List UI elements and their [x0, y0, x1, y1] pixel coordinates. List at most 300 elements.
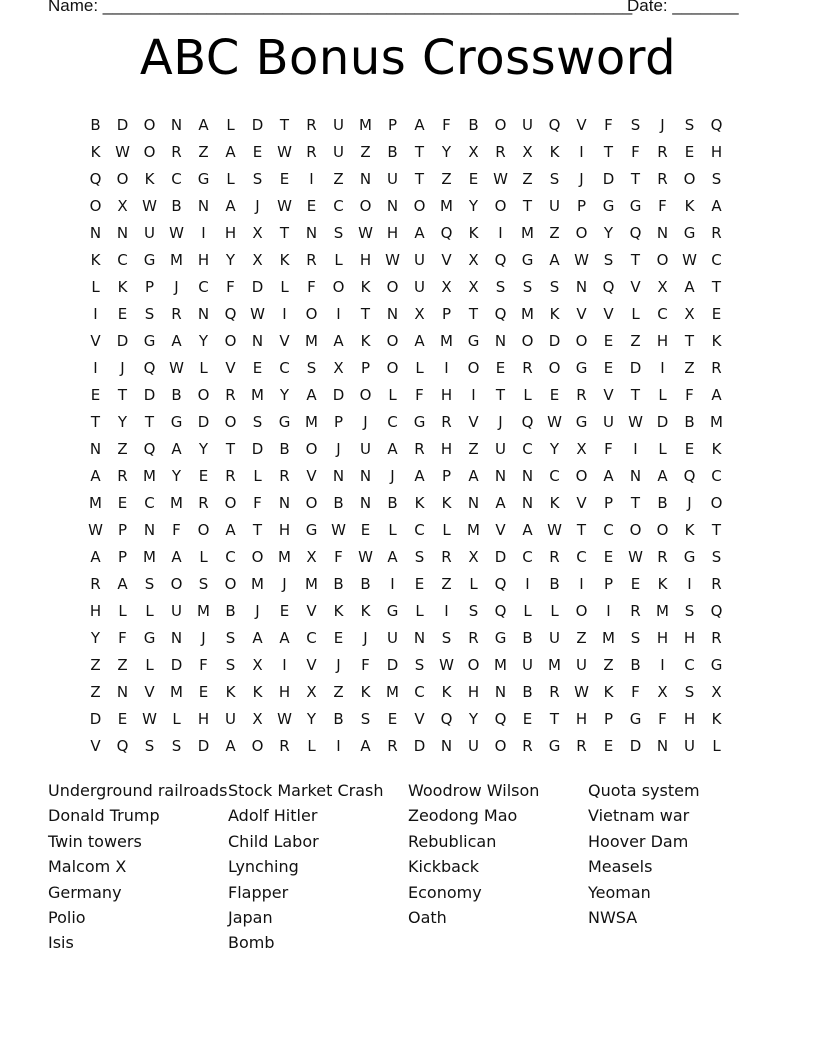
grid-letter: K	[360, 683, 371, 701]
grid-letter: J	[660, 116, 665, 134]
grid-letter: R	[198, 494, 209, 512]
grid-letter: C	[333, 197, 344, 215]
grid-letter: O	[197, 386, 210, 404]
grid-letter: I	[471, 386, 476, 404]
grid-letter: R	[306, 143, 317, 161]
grid-letter: Q	[224, 305, 237, 323]
date-field-label: Date: _______	[627, 0, 739, 15]
grid-letter: N	[332, 467, 345, 485]
grid-letter: R	[441, 413, 452, 431]
grid-letter: I	[633, 440, 638, 458]
grid-letter: E	[279, 170, 290, 188]
grid-letter: B	[630, 656, 641, 674]
grid-letter: R	[711, 224, 722, 242]
word-list-item: Adolf Hitler	[228, 806, 318, 826]
word-list-item: Rebublican	[408, 831, 497, 851]
grid-letter: L	[415, 359, 424, 377]
grid-letter: M	[521, 305, 534, 323]
grid-letter: W	[277, 197, 292, 215]
grid-letter: N	[305, 224, 318, 242]
grid-letter: O	[305, 494, 318, 512]
grid-letter: I	[93, 359, 98, 377]
grid-letter: F	[172, 521, 181, 539]
grid-letter: M	[251, 386, 264, 404]
grid-letter: C	[414, 521, 425, 539]
grid-letter: Q	[710, 116, 723, 134]
grid-letter: T	[522, 197, 533, 215]
grid-letter: C	[603, 521, 614, 539]
grid-letter: H	[386, 224, 399, 242]
grid-letter: O	[305, 305, 318, 323]
grid-letter: V	[90, 332, 101, 350]
grid-letter: S	[414, 548, 425, 566]
grid-letter: P	[117, 548, 128, 566]
grid-letter: H	[278, 683, 291, 701]
grid-letter: R	[576, 737, 587, 755]
grid-letter: A	[414, 116, 425, 134]
grid-letter: R	[117, 467, 128, 485]
grid-letter: J	[687, 494, 692, 512]
grid-letter: E	[468, 170, 479, 188]
grid-letter: N	[170, 116, 183, 134]
grid-letter: R	[549, 548, 560, 566]
grid-letter: O	[386, 359, 399, 377]
grid-letter: R	[387, 737, 398, 755]
grid-letter: M	[305, 575, 318, 593]
grid-letter: T	[144, 413, 155, 431]
grid-letter: P	[603, 494, 614, 512]
grid-letter: J	[336, 440, 341, 458]
grid-letter: P	[576, 197, 587, 215]
grid-letter: Z	[576, 629, 587, 647]
grid-letter: A	[549, 251, 560, 269]
grid-letter: I	[525, 575, 530, 593]
grid-letter: N	[656, 224, 669, 242]
grid-letter: O	[575, 332, 588, 350]
grid-letter: L	[91, 278, 100, 296]
grid-letter: V	[495, 521, 506, 539]
grid-letter: K	[711, 710, 722, 728]
grid-letter: L	[631, 305, 640, 323]
grid-letter: B	[90, 116, 101, 134]
grid-letter: G	[575, 359, 588, 377]
grid-letter: F	[604, 440, 613, 458]
grid-letter: A	[711, 197, 722, 215]
grid-letter: L	[658, 440, 667, 458]
grid-letter: L	[307, 737, 316, 755]
grid-letter: C	[522, 440, 533, 458]
grid-letter: A	[522, 521, 533, 539]
grid-letter: U	[684, 737, 695, 755]
grid-letter: G	[683, 548, 696, 566]
grid-letter: F	[685, 386, 694, 404]
grid-letter: F	[199, 656, 208, 674]
grid-letter: S	[441, 629, 452, 647]
grid-letter: C	[657, 305, 668, 323]
grid-letter: Y	[441, 143, 452, 161]
grid-letter: K	[117, 278, 128, 296]
grid-letter: E	[414, 575, 425, 593]
grid-letter: K	[279, 251, 290, 269]
grid-letter: M	[602, 629, 615, 647]
grid-letter: D	[143, 386, 156, 404]
grid-letter: Q	[440, 224, 453, 242]
grid-letter: S	[252, 413, 263, 431]
grid-letter: Q	[548, 116, 561, 134]
grid-letter: X	[468, 548, 479, 566]
grid-letter: W	[574, 251, 589, 269]
grid-letter: E	[333, 629, 344, 647]
grid-letter: R	[711, 575, 722, 593]
grid-letter: C	[522, 548, 533, 566]
grid-letter: X	[306, 683, 317, 701]
grid-letter: D	[494, 548, 507, 566]
grid-letter: X	[522, 143, 533, 161]
grid-letter: N	[251, 332, 264, 350]
grid-letter: T	[603, 143, 614, 161]
grid-letter: T	[468, 305, 479, 323]
grid-letter: J	[363, 413, 368, 431]
grid-letter: D	[89, 710, 102, 728]
grid-letter: Z	[603, 656, 614, 674]
grid-letter: H	[656, 332, 669, 350]
grid-letter: A	[198, 116, 209, 134]
grid-letter: L	[523, 602, 532, 620]
grid-letter: F	[631, 143, 640, 161]
grid-letter: L	[712, 737, 721, 755]
grid-letter: U	[144, 224, 155, 242]
grid-letter: A	[657, 467, 668, 485]
grid-letter: L	[145, 602, 154, 620]
grid-letter: T	[252, 521, 263, 539]
grid-letter: K	[333, 602, 344, 620]
grid-letter: R	[171, 305, 182, 323]
grid-letter: A	[171, 332, 182, 350]
grid-letter: B	[279, 440, 290, 458]
word-list-item: Polio	[48, 907, 86, 927]
grid-letter: E	[306, 197, 317, 215]
grid-letter: L	[118, 602, 127, 620]
word-list-column	[48, 778, 228, 956]
grid-letter: G	[278, 413, 291, 431]
grid-letter: D	[332, 386, 345, 404]
grid-letter: S	[603, 251, 614, 269]
grid-letter: O	[656, 251, 669, 269]
grid-letter: U	[522, 656, 533, 674]
word-list-item: Economy	[408, 882, 482, 902]
grid-letter: C	[279, 359, 290, 377]
grid-letter: G	[467, 332, 480, 350]
word-list-item: Germany	[48, 882, 122, 902]
grid-letter: O	[413, 197, 426, 215]
word-list	[48, 778, 768, 958]
grid-letter: E	[198, 467, 209, 485]
grid-letter: I	[660, 359, 665, 377]
grid-letter: Z	[198, 143, 209, 161]
grid-letter: H	[197, 710, 210, 728]
grid-letter: W	[439, 656, 454, 674]
grid-letter: K	[360, 602, 371, 620]
grid-letter: E	[117, 305, 128, 323]
grid-letter: M	[467, 521, 480, 539]
grid-letter: W	[358, 224, 373, 242]
grid-letter: B	[657, 494, 668, 512]
grid-letter: B	[549, 575, 560, 593]
grid-letter: S	[468, 602, 479, 620]
grid-letter: T	[549, 710, 560, 728]
grid-letter: A	[468, 467, 479, 485]
grid-letter: P	[441, 305, 452, 323]
grid-letter: Y	[603, 224, 614, 242]
grid-letter: S	[630, 629, 641, 647]
grid-letter: K	[711, 332, 722, 350]
grid-letter: G	[683, 224, 696, 242]
grid-letter: A	[279, 629, 290, 647]
grid-letter: H	[710, 143, 723, 161]
grid-letter: W	[88, 521, 103, 539]
grid-letter: J	[579, 170, 584, 188]
grid-letter: H	[89, 602, 102, 620]
grid-letter: I	[444, 359, 449, 377]
grid-letter: O	[494, 197, 507, 215]
grid-letter: W	[493, 170, 508, 188]
grid-letter: S	[225, 629, 236, 647]
grid-letter: D	[629, 737, 642, 755]
grid-letter: M	[548, 656, 561, 674]
grid-letter: E	[603, 359, 614, 377]
grid-letter: V	[468, 413, 479, 431]
grid-letter: Q	[629, 224, 642, 242]
grid-letter: O	[89, 197, 102, 215]
grid-letter: M	[440, 197, 453, 215]
grid-letter: I	[282, 656, 287, 674]
grid-letter: Z	[522, 170, 533, 188]
grid-letter: U	[603, 413, 614, 431]
grid-letter: V	[144, 683, 155, 701]
grid-letter: D	[629, 359, 642, 377]
grid-letter: W	[277, 143, 292, 161]
grid-letter: L	[388, 521, 397, 539]
grid-letter: S	[144, 737, 155, 755]
grid-letter: O	[332, 278, 345, 296]
grid-letter: N	[89, 224, 102, 242]
grid-letter: M	[143, 467, 156, 485]
grid-letter: K	[657, 575, 668, 593]
grid-letter: X	[657, 683, 668, 701]
word-list-item: Yeoman	[588, 882, 651, 902]
grid-letter: R	[441, 548, 452, 566]
grid-letter: N	[116, 224, 129, 242]
grid-letter: S	[522, 278, 533, 296]
grid-letter: G	[413, 413, 426, 431]
grid-letter: J	[498, 413, 503, 431]
grid-letter: V	[576, 116, 587, 134]
grid-letter: R	[279, 737, 290, 755]
grid-letter: P	[441, 467, 452, 485]
word-list-item: Donald Trump	[48, 806, 160, 826]
grid-letter: X	[252, 710, 263, 728]
grid-letter: E	[603, 737, 614, 755]
grid-letter: O	[116, 170, 129, 188]
grid-letter: B	[468, 116, 479, 134]
grid-letter: W	[385, 251, 400, 269]
grid-letter: A	[171, 548, 182, 566]
word-list-item: Quota system	[588, 781, 700, 800]
grid-letter: D	[116, 116, 129, 134]
grid-letter: T	[414, 170, 425, 188]
grid-letter: B	[171, 386, 182, 404]
grid-letter: O	[143, 143, 156, 161]
grid-letter: O	[224, 575, 237, 593]
grid-letter: U	[549, 629, 560, 647]
grid-letter: O	[710, 494, 723, 512]
grid-letter: S	[306, 359, 317, 377]
grid-letter: H	[440, 440, 453, 458]
grid-letter: R	[657, 548, 668, 566]
grid-letter: Z	[630, 332, 641, 350]
grid-letter: M	[305, 332, 318, 350]
grid-letter: O	[359, 386, 372, 404]
grid-letter: K	[252, 683, 263, 701]
grid-letter: F	[658, 710, 667, 728]
grid-letter: H	[467, 683, 480, 701]
grid-letter: G	[170, 413, 183, 431]
grid-letter: W	[169, 224, 184, 242]
grid-letter: Q	[440, 710, 453, 728]
grid-letter: U	[414, 251, 425, 269]
grid-letter: V	[576, 305, 587, 323]
grid-letter: N	[197, 197, 210, 215]
word-list-item: Woodrow Wilson	[408, 781, 540, 800]
grid-letter: P	[360, 359, 371, 377]
grid-letter: I	[498, 224, 503, 242]
grid-letter: X	[468, 251, 479, 269]
grid-letter: E	[495, 359, 506, 377]
grid-letter: K	[711, 440, 722, 458]
grid-letter: O	[467, 656, 480, 674]
grid-letter: V	[630, 278, 641, 296]
grid-letter: W	[142, 197, 157, 215]
grid-letter: T	[279, 116, 290, 134]
grid-letter: G	[602, 197, 615, 215]
grid-letter: S	[630, 116, 641, 134]
grid-letter: A	[414, 467, 425, 485]
grid-letter: K	[360, 332, 371, 350]
grid-letter: T	[414, 143, 425, 161]
grid-letter: X	[468, 278, 479, 296]
grid-letter: E	[387, 710, 398, 728]
grid-letter: O	[494, 737, 507, 755]
grid-letter: D	[656, 413, 669, 431]
grid-letter: G	[143, 629, 156, 647]
grid-letter: S	[684, 116, 695, 134]
grid-letter: E	[522, 710, 533, 728]
grid-letter: F	[658, 197, 667, 215]
grid-letter: R	[468, 629, 479, 647]
grid-letter: I	[336, 305, 341, 323]
grid-letter: X	[657, 278, 668, 296]
grid-letter: R	[279, 467, 290, 485]
grid-letter: S	[684, 683, 695, 701]
grid-letter: A	[333, 332, 344, 350]
grid-letter: X	[414, 305, 425, 323]
grid-letter: Z	[684, 359, 695, 377]
grid-letter: T	[90, 413, 101, 431]
grid-letter: G	[197, 170, 210, 188]
grid-letter: I	[579, 143, 584, 161]
grid-letter: V	[225, 359, 236, 377]
grid-letter: X	[306, 548, 317, 566]
grid-letter: V	[279, 332, 290, 350]
grid-letter: B	[333, 710, 344, 728]
grid-letter: P	[144, 278, 155, 296]
grid-letter: S	[198, 575, 209, 593]
grid-letter: O	[224, 494, 237, 512]
grid-letter: I	[444, 602, 449, 620]
grid-letter: B	[387, 494, 398, 512]
grid-letter: D	[197, 737, 210, 755]
grid-letter: K	[441, 683, 452, 701]
word-list-item: Child Labor	[228, 831, 319, 851]
word-list-item: Bomb	[228, 933, 275, 953]
grid-letter: P	[117, 521, 128, 539]
grid-letter: H	[197, 251, 210, 269]
grid-letter: C	[117, 251, 128, 269]
grid-letter: T	[630, 386, 641, 404]
grid-letter: D	[386, 656, 399, 674]
grid-letter: K	[414, 494, 425, 512]
grid-letter: R	[495, 143, 506, 161]
grid-letter: K	[549, 143, 560, 161]
grid-letter: K	[549, 494, 560, 512]
word-list-item: Malcom X	[48, 857, 127, 877]
grid-letter: N	[629, 467, 642, 485]
grid-letter: O	[359, 197, 372, 215]
grid-letter: D	[413, 737, 426, 755]
grid-letter: K	[360, 278, 371, 296]
grid-letter: W	[547, 521, 562, 539]
grid-letter: D	[116, 332, 129, 350]
grid-letter: R	[657, 170, 668, 188]
grid-letter: I	[390, 575, 395, 593]
grid-letter: O	[548, 359, 561, 377]
grid-letter: A	[387, 548, 398, 566]
grid-letter: V	[306, 602, 317, 620]
grid-letter: C	[144, 494, 155, 512]
grid-letter: M	[386, 683, 399, 701]
grid-letter: C	[711, 467, 722, 485]
grid-letter: L	[253, 467, 262, 485]
grid-letter: G	[143, 332, 156, 350]
grid-letter: N	[143, 521, 156, 539]
grid-letter: N	[89, 440, 102, 458]
grid-letter: V	[441, 251, 452, 269]
grid-letter: A	[225, 143, 236, 161]
grid-letter: G	[710, 656, 723, 674]
grid-letter: O	[629, 521, 642, 539]
grid-letter: Q	[494, 710, 507, 728]
grid-letter: A	[225, 521, 236, 539]
grid-letter: U	[333, 143, 344, 161]
grid-letter: Y	[90, 629, 101, 647]
grid-letter: S	[549, 170, 560, 188]
grid-letter: C	[306, 629, 317, 647]
grid-letter: W	[358, 548, 373, 566]
grid-letter: B	[684, 413, 695, 431]
grid-letter: F	[118, 629, 127, 647]
grid-letter: R	[549, 683, 560, 701]
grid-letter: U	[549, 197, 560, 215]
